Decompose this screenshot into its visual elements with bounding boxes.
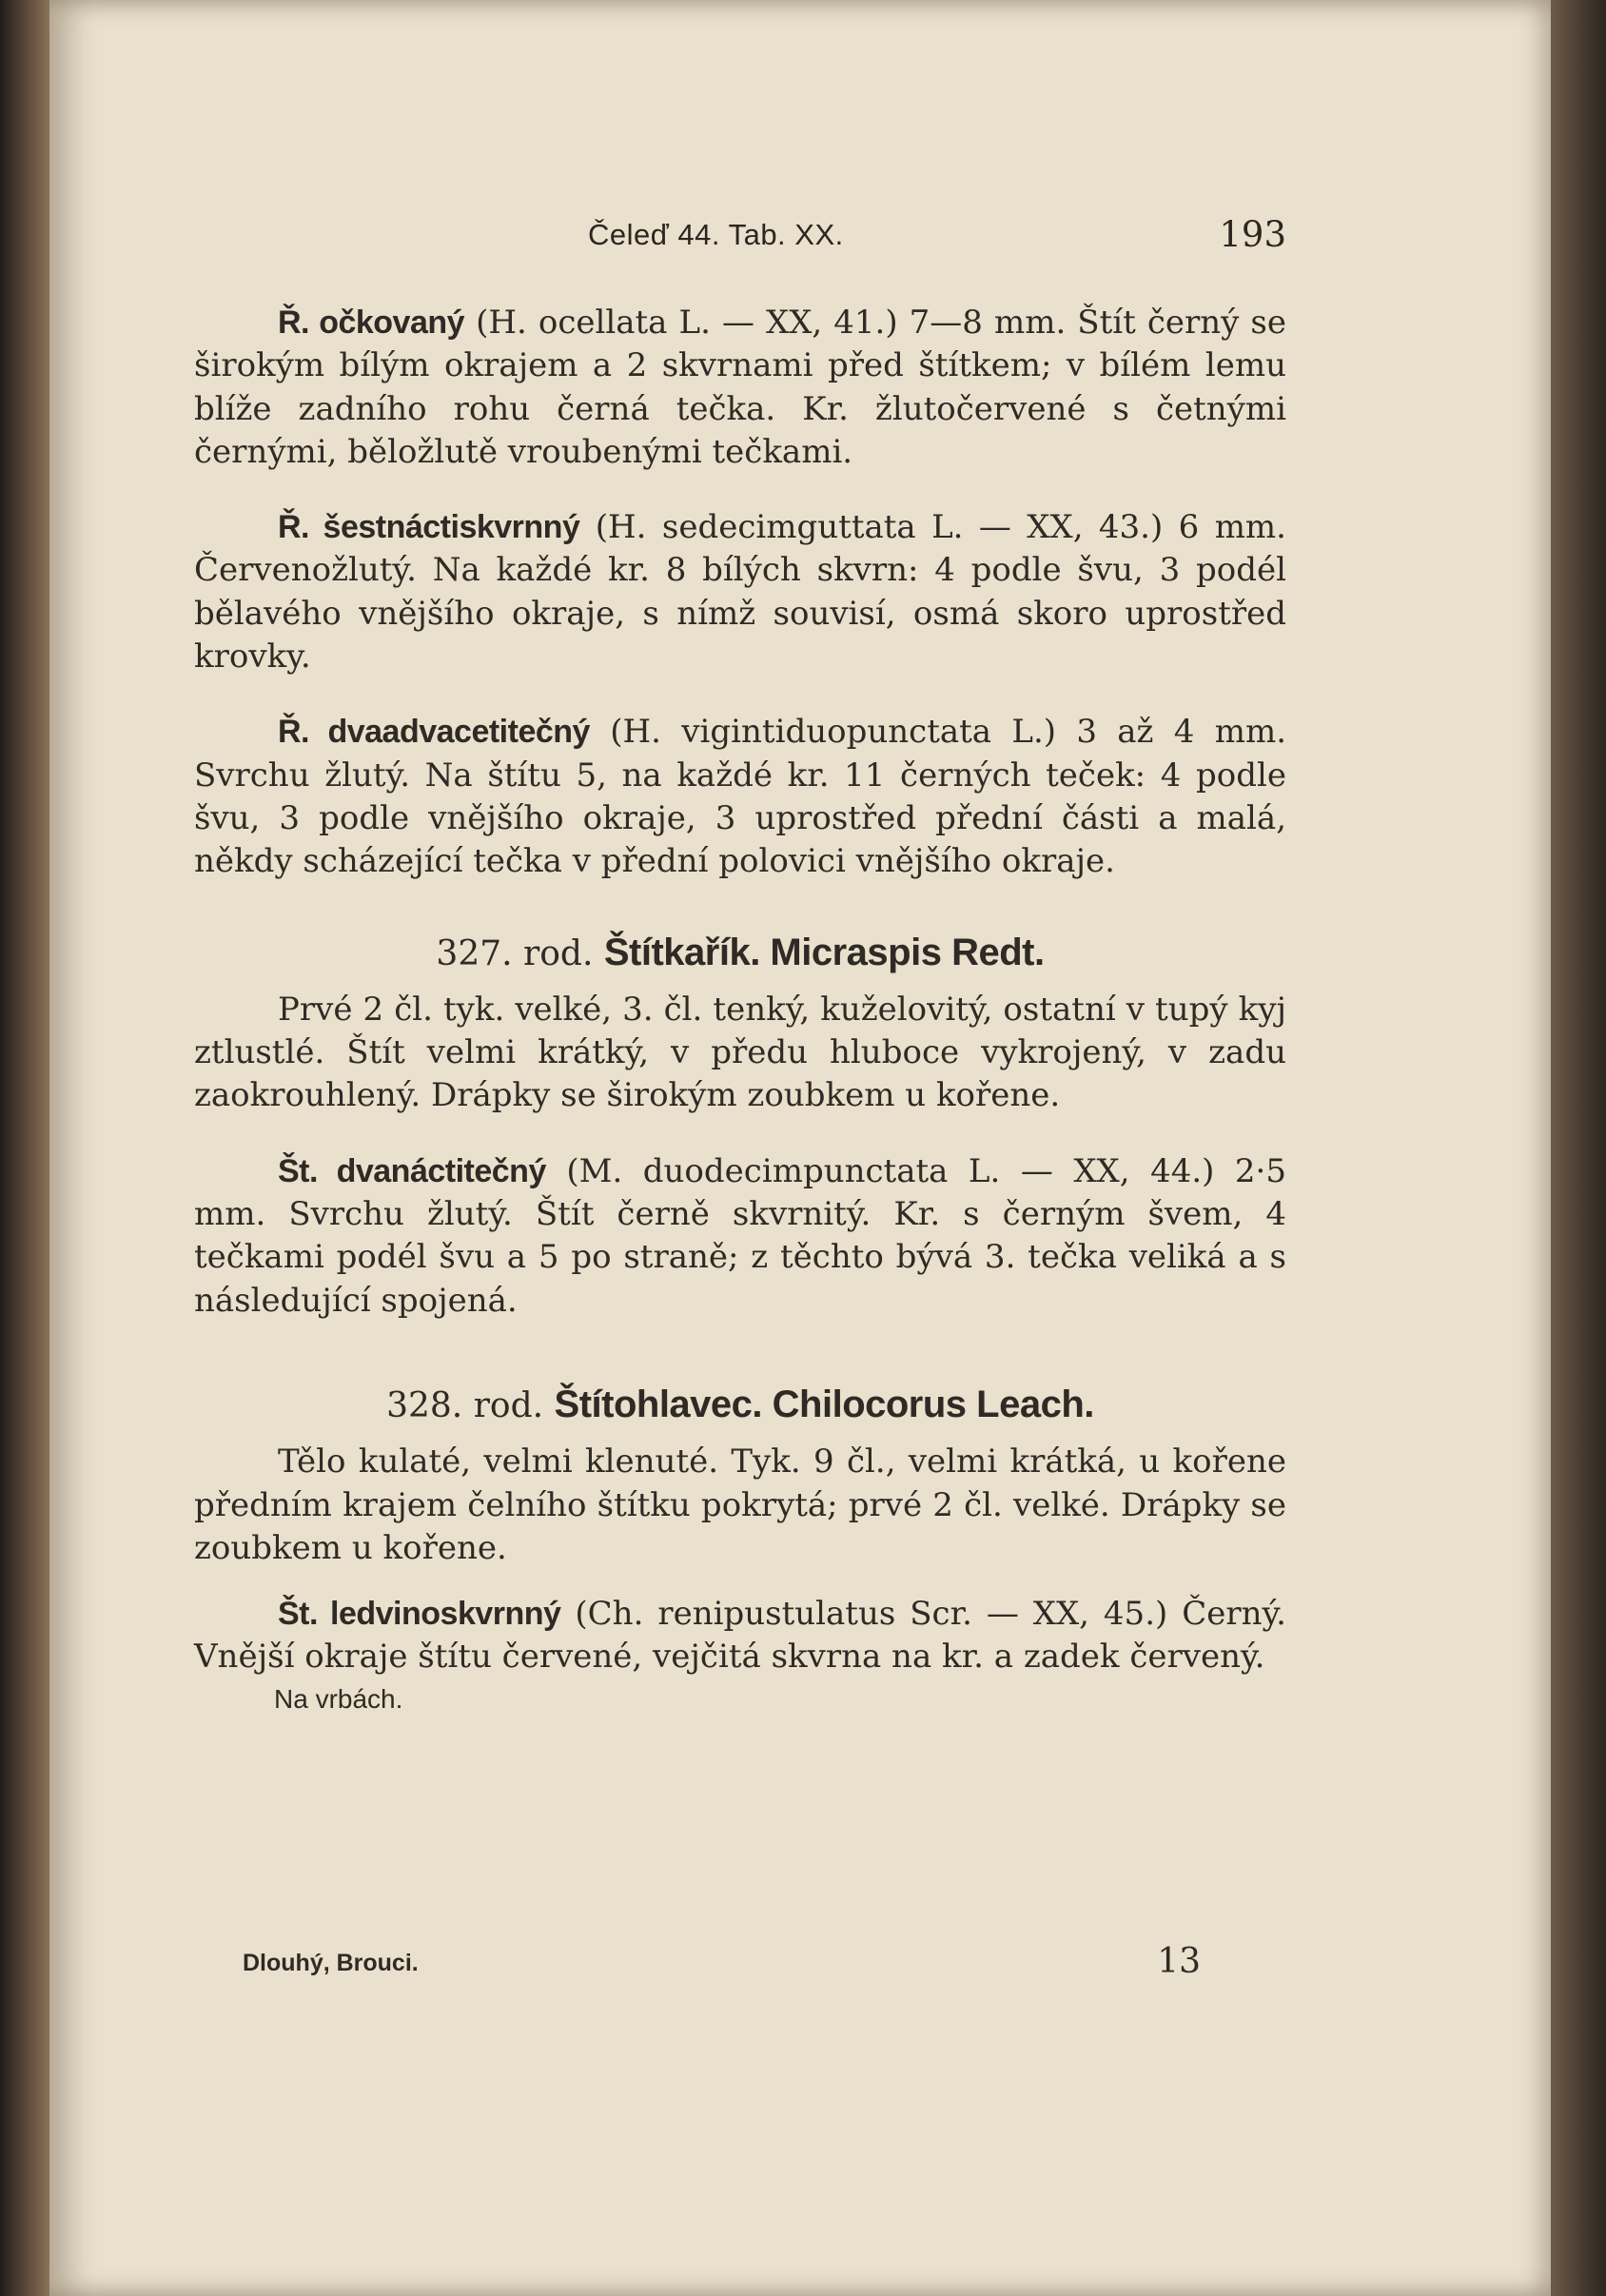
page-edge-shadow (1551, 0, 1606, 2296)
species-entry (194, 506, 1286, 678)
genus-name: Štítohlavec. Chilocorus Leach. (554, 1383, 1094, 1425)
genus-number: 328. rod. (386, 1385, 555, 1425)
species-name: Ř. šestnáctiskvrnný (278, 509, 580, 546)
genus-name: Štítkařík. Micraspis Redt. (603, 931, 1045, 973)
species-name: Ř. očkovaný (278, 304, 465, 341)
habitat-note: Na vrbách. (274, 1683, 403, 1714)
species-entry (194, 711, 1286, 883)
species-name: Št. ledvinoskvrnný (278, 1596, 561, 1633)
species-name: Št. dvanáctitečný (278, 1152, 546, 1189)
species-entry (194, 1150, 1286, 1323)
species-description: (M. duodecimpunctata L. — XX, 44.) 2·5 mm. Svrchu žlutý. Štít černě skvrnitý. Kr. s černým švem, 4 tečkami podél švu a 5 po straně; z těchto bývá 3. tečka veliká a s následující spojená. (194, 1151, 1286, 1320)
genus-heading (194, 932, 1286, 975)
genus-heading (194, 1383, 1286, 1427)
page-body (194, 302, 1286, 1717)
page-number: 193 (1219, 214, 1286, 255)
genus-description: Prvé 2 čl. tyk. velké, 3. čl. tenký, kuželovitý, ostatní v tupý kyj ztlustlé. Štít velmi krátký, v předu hluboce vykrojený, v zadu zaokrouhlený. Drápky se širokým zoubkem u kořene. (194, 990, 1286, 1115)
page-header (542, 214, 1286, 262)
species-description: (H. ocellata L. — XX, 41.) 7—8 mm. Štít černý se širokým bílým okrajem a 2 skvrnami před štítkem; v bílém lemu blíže zadního rohu černá tečka. Kr. žlutočervené s četnými černými, běložlutě vroubenými tečkami. (194, 304, 1286, 471)
species-name: Ř. dvaadvacetitečný (278, 714, 590, 751)
genus-description: Tělo kulaté, velmi klenuté. Tyk. 9 čl., velmi krátká, u kořene předním krajem čelního štítku pokrytá; prvé 2 čl. velké. Drápky se zoubkem u kořene. (194, 1442, 1286, 1567)
species-entry (194, 1593, 1286, 1679)
genus-number: 327. rod. (436, 933, 604, 973)
book-binding-shadow (0, 0, 49, 2296)
page-footer (243, 1942, 1201, 1990)
sheet-number: 13 (1157, 1942, 1201, 1981)
running-title: Čeleď 44. Tab. XX. (588, 218, 844, 251)
species-entry (194, 302, 1286, 474)
species-description: (H. sedecimguttata L. — XX, 43.) 6 mm. Červenožlutý. Na každé kr. 8 bílých skvrn: 4 podle švu, 3 podél bělavého vnějšího okraje, s nímž souvisí, osmá skoro uprostřed krovky. (194, 508, 1286, 677)
species-description: (H. vigintiduopunctata L.) 3 až 4 mm. Svrchu žlutý. Na štítu 5, na každé kr. 11 černých teček: 4 podle švu, 3 podle vnějšího okraje, 3 uprostřed přední části a malá, někdy scházející tečka v přední polovici vnějšího okraje. (194, 713, 1286, 881)
species-description: (Ch. renipustulatus Scr. — XX, 45.) Černý. Vnější okraje štítu červené, vejčitá skvrna na kr. a zadek červený. (194, 1595, 1286, 1677)
signature-mark: Dlouhý, Brouci. (243, 1950, 419, 1976)
